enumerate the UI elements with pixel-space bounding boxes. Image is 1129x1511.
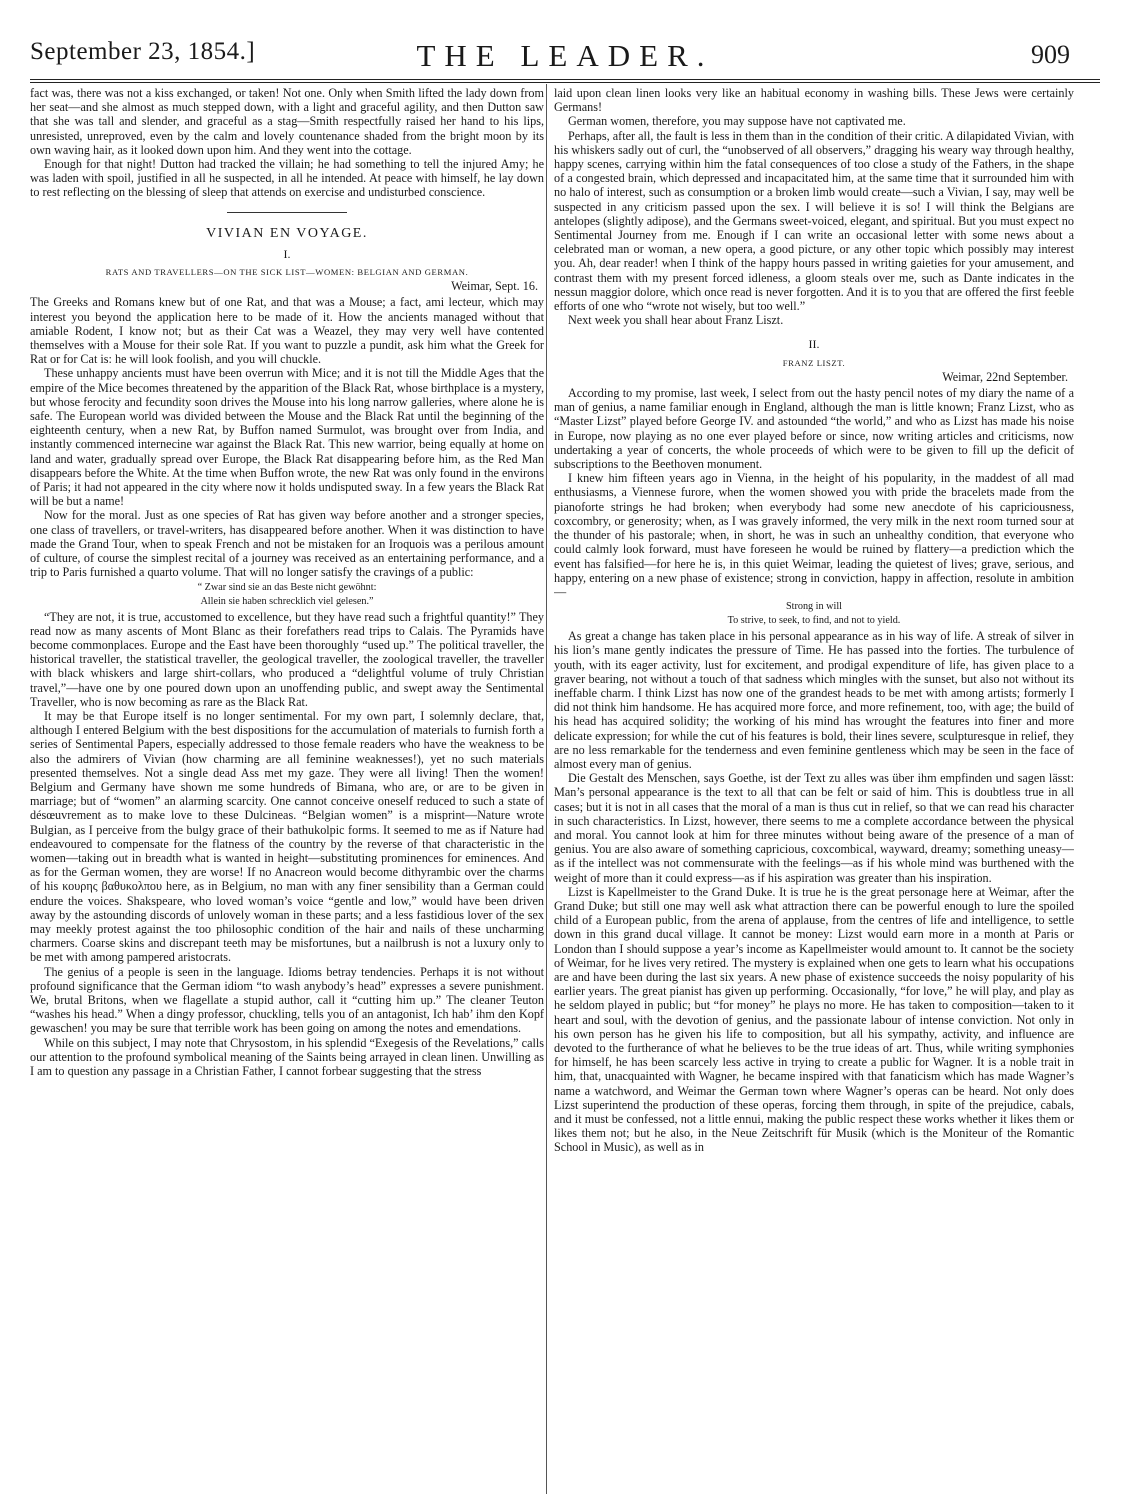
masthead: [30, 38, 1100, 78]
body-paragraph: Die Gestalt des Menschen, says Goethe, ist der Text zu alles was über ihm empfinden und sagen lässt: Man’s personal appearance is the text to all that can be felt or said of him. This is doubtless true in all cases; but it is not in all cases that the moral of a man is thus cut in relief, so that we can read his character in such characteristics. In Lizst, however, there seems to me a complete accordance between the physical and moral. You cannot look at him for three minutes without being aware of the presence of a man of genius. You are also aware of something capricious, coxcombical, wayward, dreamy; something uneasy—as if the intellect was not commensurate with the feelings—as if his whole mind was burthened with the weight of more than it could express—as if his aspiration was greater than his inspiration.: [554, 771, 1074, 885]
german-quote-line-2: Allein sie haben schrecklich viel gelesen.”: [200, 595, 374, 607]
body-paragraph: It may be that Europe itself is no longer sentimental. For my own part, I solemnly declare, that, although I entered Belgium with the best dispositions for the accumulation of materials to furnish forth a series of Sentimental Papers, especially addressed to those female readers who have the weakness to be also the admirers of Vivian (how charming are all feminine weaknesses!), yet no such materials presented themselves. Not a single dead Ass met my gaze. They were all living! Then the women! Belgium and Germany have shown me some hundreds of Bimana, who are, or are to be given in marriage; but of “women” an alarming scarcity. One cannot conceive oneself reduced to such a state of désœuvrement as to make love to these Dulcineas. “Belgian women” is a misprint—Nature wrote Bulgian, as I perceive from the bulgy grace of their bathukolpic forms. It seemed to me as if Nature had endeavoured to compensate for the flatness of the country by the reverse of that characteristic in the women—taking out in breadth what is wanted in height—substituting prominences for eminences. And as for the German women, they are worse! If no Anacreon would become dithyrambic over the charms of his κουρης βαθυκολπου here, as in Belgium, no man with any finer sensibility than a German could endure the voices. Shakspeare, who loved woman’s voice “gentle and low,” would have been driven away by the astounding discords of unlovely woman in these parts; and a less fastidious lover of the sex may meekly protest against the too philosophic condition of the hair and nails of these uncharming charmers. Coarse skins and discrepant teeth may be misfortunes, but a nailbrush is not a luxury only to be met with among pampered aristocrats.: [30, 708, 544, 965]
column-divider: [546, 84, 547, 1494]
german-quote-line-1: “ Zwar sind sie an das Beste nicht gewöhnt:: [197, 581, 377, 593]
verse-quote-line-1: Strong in will: [785, 601, 843, 613]
body-paragraph: Now for the moral. Just as one species of Rat has given way before another and a stronger species, one class of travellers, or travel-writers, has disappeared before another. When it was distinction to have made the Grand Tour, when to speak French and not be mistaken for an Iroquois was a perilous amount of culture, of course the simplest recital of a journey was received as an entertaining performance, and a trip to Paris furnished a quarto volume. That will no longer satisfy the cravings of a public:: [30, 508, 544, 580]
article-title: VIVIAN EN VOYAGE.: [206, 225, 368, 241]
section-separator: [227, 212, 347, 213]
body-paragraph: While on this subject, I may note that Chrysostom, in his splendid “Exegesis of the Revelations,” calls our attention to the profound symbolical meaning of the Saints being arrayed in clean linen. Unwilling as I am to question any passage in a Christian Father, I cannot forbear suggesting that the stress: [30, 1035, 544, 1078]
part-one-subhead: RATS AND TRAVELLERS—ON THE SICK LIST—WOMEN: BELGIAN AND GERMAN.: [105, 267, 469, 278]
part-one-numeral: I.: [283, 246, 291, 261]
body-paragraph: These unhappy ancients must have been overrun with Mice; and it is not till the Middle Ages that the empire of the Mice becomes threatened by the apparition of the Black Rat, whose birthplace is a mystery, but whose ferocity and fecundity soon drives the Mouse into his long narrow galleries, where alone he is safe. The European world was divided between the Mouse and the Black Rat until the beginning of the eighteenth century, when a new Rat, by Buffon named Surmulot, was brought over from India, and instantly commenced internecine war against the Black Rat. This new warrior, being equally at home on land and water, gradually spread over Europe, the Black Rat disappearing before him, as the Red Man disappears before the White. At the time when Buffon wrote, the new Rat was only found in the environs of Paris; it had not appeared in the city where now it holds undisputed sway. In a few years the Black Rat will be but a name!: [30, 366, 544, 509]
part-two-numeral: II.: [808, 337, 820, 352]
part-two-dateline: Weimar, 22nd September.: [942, 369, 1068, 384]
body-paragraph: According to my promise, last week, I select from out the hasty pencil notes of my diary the name of a man of genius, a name familiar enough in England, although the man is little known; Franz Lizst, who as “Master Lizst” played before George IV. and astounded “the world,” and who as Lizst has made his noise in Europe, now playing as no one ever played before or since, now writing articles and criticisms, now undertaking a year of concerts, the whole proceeds of which were to be given to fill up the deficit of subscriptions to the Beethoven monument.: [554, 386, 1074, 472]
body-paragraph: “They are not, it is true, accustomed to excellence, but they have read such a frightful quantity!” They read now as many ascents of Mont Blanc as their forefathers read trips to Calais. The Pyramids have become commonplaces. Europe and the East have been thoroughly “used up.” The political traveller, the historical traveller, the statistical traveller, the geological traveller, the zoological traveller, the traveller with black whiskers and large shirt-collars, who produced a “delightful volume of truly Christian travel,”—have one by one poured down upon an unoffending public, and swept away the Sentimental Traveller, who is now becoming as rare as the Black Rat.: [30, 609, 544, 709]
intro-paragraph-2: Enough for that night! Dutton had tracked the villain; he had something to tell the injured Amy; he was laden with spoil, justified in all he suspected, in all he intended. At peace with himself, he lay down to rest reflecting on the blessing of sleep that attends on exercise and undisturbed conscience.: [30, 157, 544, 200]
body-paragraph: The Greeks and Romans knew but of one Rat, and that was a Mouse; a fact, ami lecteur, which may interest you beyond the application here to be made of it. How the ancients managed without that amiable Rodent, I know not; but as their Cat was a Weazel, they may very well have contented themselves with a Mouse for their sole Rat. If you want to puzzle a pundit, ask him what the Greek for Rat or for Cat is: he will look foolish, and you will chuckle.: [30, 295, 544, 367]
part-one-dateline: Weimar, Sept. 16.: [451, 279, 538, 294]
body-paragraph: Lizst is Kapellmeister to the Grand Duke. It is true he is the great personage here at Weimar, after the Grand Duke; but still one may well ask what attraction there can be powerful enough to lure the spoiled child of a European public, from the arena of applause, from the centres of life and intelligence, to settle down in this grand ducal village. It cannot be money: Lizst would earn more in a month at Paris or London than I should suppose a year’s income as Kapellmeister would amount to. It cannot be the society of Weimar, for he lives very retired. The mystery is explained when one gets to learn what his occupations are and have been during the last six years. A new phase of existence succeeds the noisy popularity of his earlier years. The great pianist has given up performing. Occasionally, “for love,” he will play, and play as he seldom played in public; but “for money” he plays no more. He has taken to composition—taken to it heart and soul, with the devotion of genius, and the passionate labour of intense conviction. Not only in his own person has he given his life to composition, but all his sympathy, activity, and influence are devoted to the furtherance of what he believes to be the true ideas of art. Thus, while writing symphonies for himself, he has been scarcely less active in trying to create a public for Wagner. It is a noble trait in him, that, unacquainted with Wagner, he became inspired with that fanaticism which has made Wagner’s name a watchword, and Weimar the German town where Wagner’s operas can be heard. Not only does Lizst superintend the production of these operas, forcing them through, in spite of the prejudice, cabals, and it must be confessed, not a little ennui, making the public respect these works whether it likes them or likes them not; but he also, in the Neue Zeitschrift für Musik (which is the Moniteur of the Romantic School in Music), as well as in: [554, 884, 1074, 1155]
right-column: [554, 86, 1074, 1496]
body-paragraph: German women, therefore, you may suppose have not captivated me.: [568, 114, 906, 129]
body-paragraph: laid upon clean linen looks very like an habitual economy in washing bills. These Jews were certainly Germans!: [554, 86, 1074, 115]
part-two-subhead: FRANZ LISZT.: [782, 357, 846, 368]
body-paragraph: The genius of a people is seen in the language. Idioms betray tendencies. Perhaps it is not without profound significance that the German idiom “to wash anybody’s head” expresses a severe punishment. We, brutal Britons, when we flagellate a stupid author, call it “cutting him up.” The cleaner Teuton “washes his head.” When a dingy professor, chuckling, tells you of an antagonist, Ich hab’ ihm den Kopf gewaschen! you may be sure that terrible work has been going on among the notes and emendations.: [30, 964, 544, 1036]
masthead-date: September 23, 1854.]: [30, 38, 256, 65]
masthead-rule: [30, 79, 1100, 80]
left-column: [30, 86, 544, 1496]
body-paragraph: Next week you shall hear about Franz Liszt.: [568, 313, 784, 328]
body-paragraph: As great a change has taken place in his personal appearance as in his way of life. A streak of silver in his lion’s mane gently indicates the pressure of Time. He has passed into the forties. The turbulence of youth, with its eager activity, lust for excitement, and prodigal expenditure of life, has given place to a graver bearing, not without a touch of that sadness which mingles with the sunset, but also not without its ineffable charm. I think Lizst has now one of the grandest heads to be met with among artists; formerly I did not think him handsome. He has acquired more force, and more refinement, too, with age; the build of his head has acquired solidity; the working of his mind has wrought the features into finer and more delicate expression; for while the cut of his features is bold, their lines severe, sculpturesque in relief, they are no less remarkable for the tenderness and even feminine gentleness which may be seen in the face of almost every man of genius.: [554, 629, 1074, 771]
verse-quote-line-2: To strive, to seek, to find, and not to yield.: [727, 615, 901, 627]
masthead-rule-secondary: [30, 82, 1100, 83]
page-number: 909: [1031, 40, 1070, 69]
body-paragraph: I knew him fifteen years ago in Vienna, in the height of his popularity, in the maddest of all mad enthusiasms, a Viennese furore, when the women showed you with pride the bracelets made from the pianoforte strings he had broken; when everybody had some new anecdote of his capriciousness, coxcombry, or generosity; when, as I was gravely informed, the very milk in the next room turned sour at the thunder of his pastorale; when, in short, he was in such an unhealthy condition, that everyone who could calmly look forward, must have foreseen he would be ruined by flattery—a prediction which the event has falsified—for here he is, in this quiet Weimar, leading the quietest of lives; grave, serious, and happy, entering on a new phase of existence; strong in conviction, happy in affection, resolute in ambition—: [554, 471, 1074, 599]
masthead-title: THE LEADER.: [416, 38, 714, 73]
body-paragraph: Perhaps, after all, the fault is less in them than in the condition of their critic. A dilapidated Vivian, with his whiskers sadly out of curl, the “unobserved of all observers,” dragging his weary way through healthy, happy scenes, carrying within him the fatal consequences of too close a study of the Fathers, in the shape of a congested brain, which depressed and incapacitated him, at the same time that it surrounded him with no halo of interest, such as consumption or a broken limb would create—such a Vivian, I say, may well be suspected in any criticism passed upon the sex. I will believe it is so! I will think the Belgians are antelopes (slightly adipose), and the Germans sweet-voiced, elegant, and spiritual. But you must expect no Sentimental Journey from me. Enough if I can write an occasional letter with some news about a celebrated man or woman, a new opera, a good picture, or any other topic which possibly may interest you. Ah, dear reader! when I think of the happy hours passed in writing gaieties for your amusement, and contrast them with my present forced idleness, a gloom steals over me, such as Dante indicates in the nessun maggior dolore, which once read is never forgotten. And it is to you that are offered the first feeble efforts of one who “wrote not wisely, but too well.”: [554, 128, 1074, 314]
intro-paragraph-1: fact was, there was not a kiss exchanged, or taken! Not one. Only when Smith lifted the lady down from her seat—and she almost as much stepped down, with a light and graceful agility, and then Dutton saw that she was tall and slender, and graceful as a stag—Smith respectfully raised her hand to his lips, unresisted, unreproved, even by the calm and lovely countenance shaded from the bright moon by its own waving hair, as it looked down upon him. And they went into the cottage.: [30, 86, 544, 157]
